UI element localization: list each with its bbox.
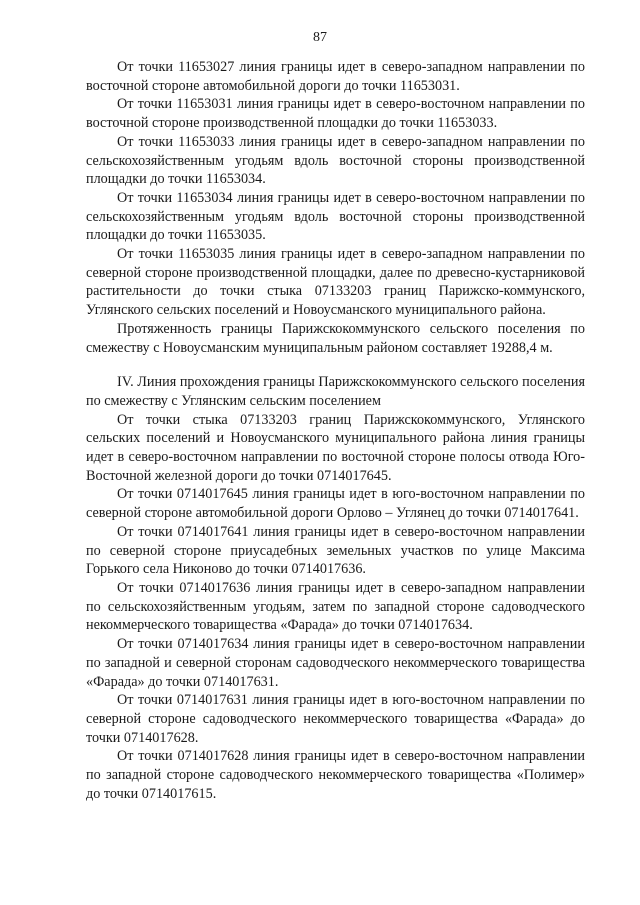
section-spacer	[86, 357, 585, 373]
paragraph: От точки 11653027 линия границы идет в северо-западном направлении по восточной стороне автомобильной дороги до точки 11653031.	[86, 59, 585, 94]
paragraph: От точки 0714017645 линия границы идет в юго-восточном направлении по северной стороне автомобильной дороги Орлово – Углянец до точки 0714017641.	[86, 486, 585, 522]
paragraph: От точки 0714017641 линия границы идет в северо-восточном направлении по северной стороне приусадебных земельных участков по улице Максима Горького села Никоново до точки 0714017636.	[86, 523, 585, 578]
paragraph: От точки 11653033 линия границы идет в северо-западном направлении по сельскохозяйственным угодьям вдоль восточной стороны производственной площадки до точки 11653034.	[86, 133, 585, 188]
section-heading: IV. Линия прохождения границы Парижскокоммунского сельского поселения по смежеству с Углянским сельским поселением	[86, 374, 585, 409]
paragraph: Протяженность границы Парижскокоммунского сельского поселения по смежеству с Новоусманским муниципальным районом составляет 19288,4 м.	[86, 320, 585, 356]
paragraph: От точки 11653034 линия границы идет в северо-восточном направлении по сельскохозяйственным угодьям вдоль восточной стороны производственной площадки до точки 11653035.	[86, 189, 585, 244]
paragraph: От точки стыка 07133203 границ Парижскокоммунского, Углянского сельских поселений и Новоусманского муниципального района линия границы идет в северо-восточном направлении по восточной стороне полосы отвода Юго-Восточной железной дороги до точки 0714017645.	[86, 411, 585, 484]
paragraph: От точки 0714017628 линия границы идет в северо-восточном направлении по западной стороне садоводческого некоммерческого товарищества «Полимер» до точки 0714017615.	[86, 748, 585, 802]
paragraph: От точки 11653035 линия границы идет в северо-западном направлении по северной стороне производственной площадки, далее по древесно-кустарниковой растительности до точки стыка 07133203 границ Парижско-коммунского, Углянского сельских поселений и Новоусманского муниципального района.	[86, 246, 585, 319]
paragraph: От точки 0714017631 линия границы идет в юго-восточном направлении по северной стороне садоводческого некоммерческого товарищества «Фарада» до точки 0714017628.	[86, 692, 585, 746]
document-body	[86, 58, 585, 803]
page-number: 87	[313, 30, 327, 45]
paragraph: От точки 0714017634 линия границы идет в северо-восточном направлении по западной и северной сторонам садоводческого некоммерческого товарищества «Фарада» до точки 0714017631.	[86, 636, 585, 690]
paragraph: От точки 11653031 линия границы идет в северо-восточном направлении по восточной стороне производственной площадки до точки 11653033.	[86, 96, 585, 132]
paragraph: От точки 0714017636 линия границы идет в северо-западном направлении по сельскохозяйственным угодьям, затем по западной стороне садоводческого некоммерческого товарищества «Фарада» до точки 0714017634.	[86, 579, 585, 634]
